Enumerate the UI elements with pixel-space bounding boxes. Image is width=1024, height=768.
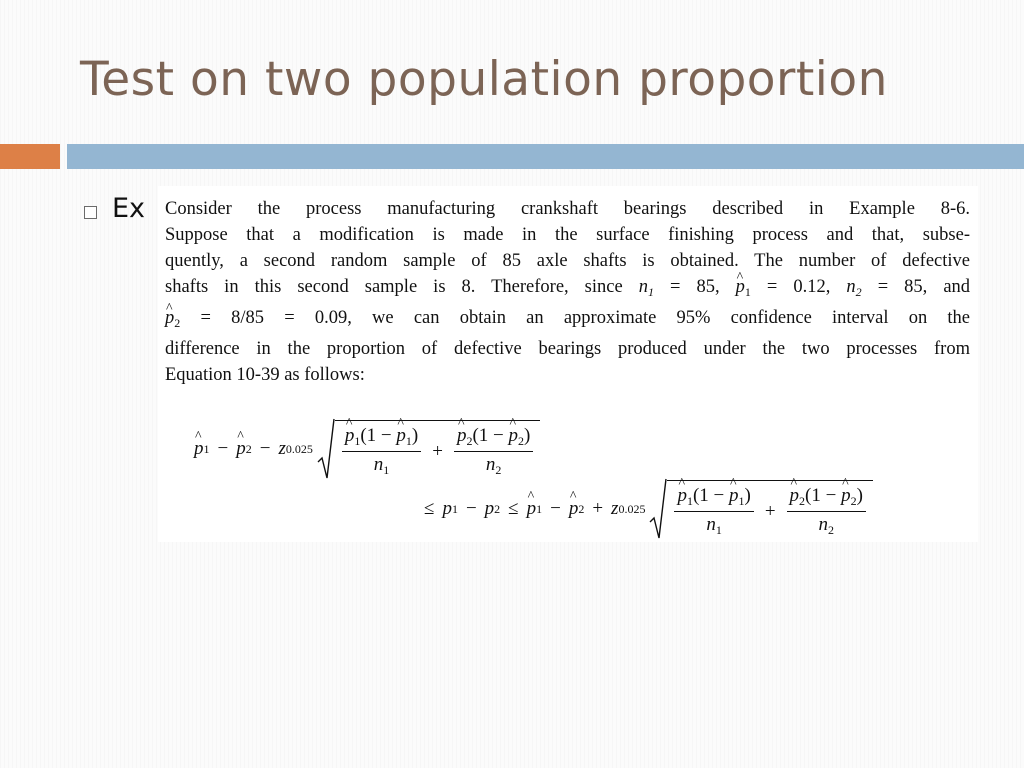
radical-sign-icon (649, 478, 667, 540)
paragraph-line-5: ^ $p_2 = 8/85 = 0.09$, we can obtain an approximate 95% confidence interval on the (165, 305, 970, 336)
paragraph-line-6: difference in the proportion of defective bearings produced under the two processes from (165, 339, 970, 359)
n2-symbol: $n_2$ (846, 277, 862, 299)
radical-sign-icon (317, 418, 335, 480)
example-image-panel (158, 186, 978, 542)
paragraph-line-4: shafts in this second sample is 8. Therefore, since $n_1 = 85$, ^ $p_1 = 0.12$, $n_2 = 85$, and (165, 274, 970, 305)
example-paragraph (165, 196, 970, 388)
paragraph-line-7: Equation 10-39 as follows: (165, 365, 365, 385)
square-root-2: ^ $\frac{p_1(1 - \^{} p_1)}{n_1}$ + ^ $\frac{p_2(1 - \^{} p_2)}{n_2}$ (649, 478, 872, 540)
bullet-square-icon (84, 206, 97, 219)
paragraph-line-3: quently, a second random sample of 85 axle shafts is obtained. The number of defective (165, 251, 970, 271)
n2-value: = 85, and (877, 277, 971, 297)
line4-prefix: shafts in this second sample is 8. Therefore, since (165, 277, 639, 297)
accent-bar-blue (67, 144, 1024, 169)
square-root-1: ^ $\frac{p_1(1 - \^{} p_1)}{n_1}$ + ^ $\frac{p_2(1 - \^{} p_2)}{n_2}$ (317, 418, 540, 480)
p2-hat-symbol: ^ p (165, 305, 174, 331)
equation-line-2: ≤ p 1 − p 2 ≤ ^ p 1 − ^ p 2 + z 0.025 ^ $\frac{p_1(1 - \^{} p_1)}{n_1}$ + ^ $\frac{p_2(1 - \^{} p_2)}{n_2}$ (416, 478, 873, 540)
bullet-text: Ex (112, 193, 146, 224)
equation-line-1: ^ p 1 − ^ p 2 − z 0.025 ^ $\frac{p_1(1 - \^{} p_1)}{n_1}$ + ^ $\frac{p_2(1 - \^{} p_2)}{n_2}$ (194, 418, 540, 480)
slide-title: Test on two population proportion (80, 52, 888, 107)
n1-symbol: $n_1$ (638, 277, 654, 299)
accent-bar-orange (0, 144, 60, 169)
p1-hat-symbol: ^ p (736, 274, 745, 300)
n1-value: = 85, (670, 277, 736, 297)
p2-value: = 8/85 = 0.09, we can obtain an approximate 95% confidence interval on the (200, 308, 971, 328)
paragraph-line-2: Suppose that a modification is made in the surface finishing process and that, subse- (165, 225, 970, 245)
p1-value: = 0.12, (766, 277, 847, 297)
paragraph-line-1: Consider the process manufacturing crankshaft bearings described in Example 8-6. (165, 199, 970, 219)
